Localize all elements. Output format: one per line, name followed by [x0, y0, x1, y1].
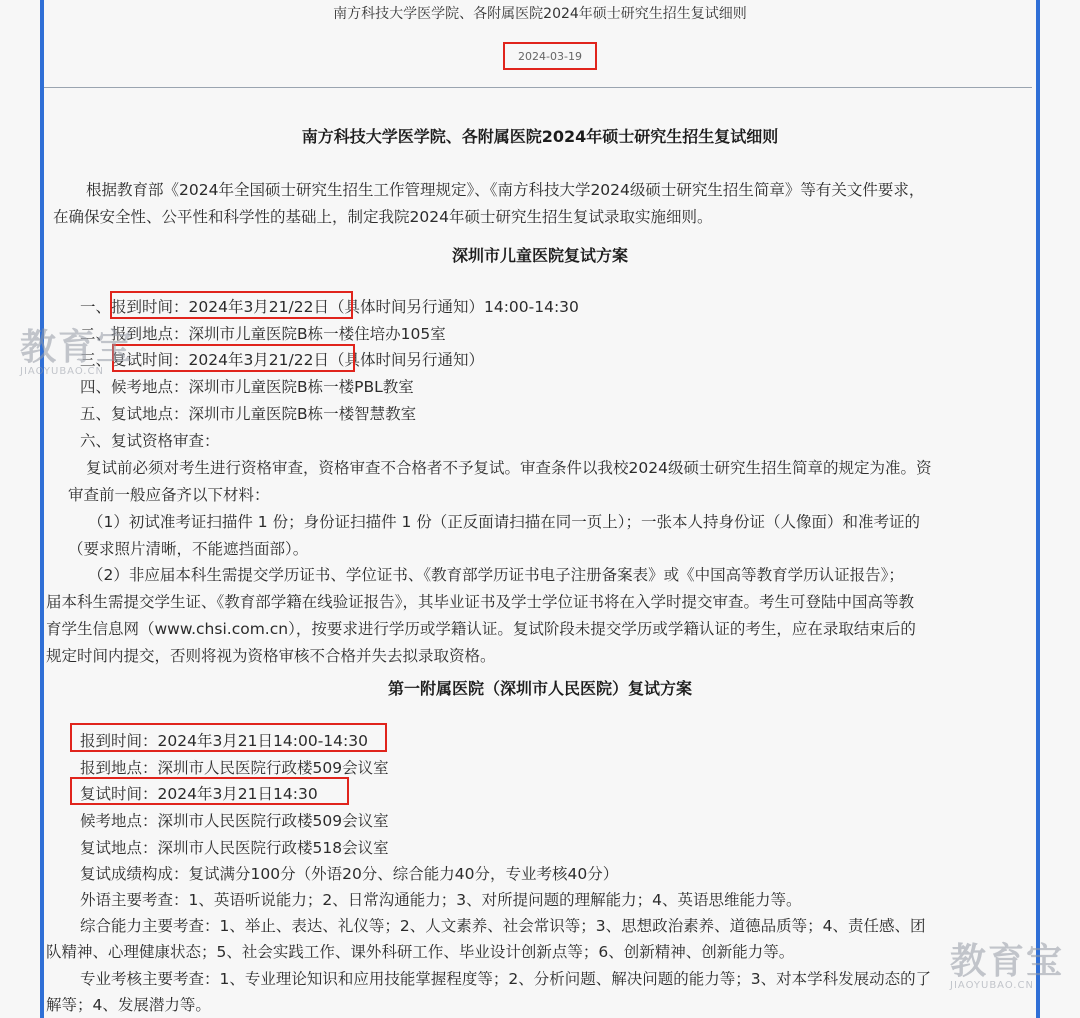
- page-right-border: [1036, 0, 1040, 1018]
- watermark-logo: 教育宝 JIAOYUBAO.CN: [20, 327, 135, 377]
- watermark-logo-bottom: 教育宝 JIAOYUBAO.CN: [950, 941, 1065, 991]
- sec2-item-6: 复试成绩构成：复试满分100分（外语20分、综合能力40分，专业考核40分）: [80, 865, 619, 883]
- sec1-para-4: （要求照片清晰，不能遮挡面部）。: [68, 540, 309, 558]
- section-heading-first-affiliated: 第一附属医院（深圳市人民医院）复试方案: [387, 679, 692, 698]
- highlight-report-time: [110, 291, 353, 319]
- sec2-item-5: 复试地点：深圳市人民医院行政楼518会议室: [80, 839, 389, 857]
- sec2-item-1: 报到时间：2024年3月21日14:00-14:30: [80, 732, 368, 750]
- publish-date: 2024-03-19: [503, 42, 597, 70]
- sec2-item-2: 报到地点：深圳市人民医院行政楼509会议室: [80, 759, 389, 777]
- highlight-exam-time-2: [70, 777, 349, 805]
- page-left-border: [40, 0, 44, 1018]
- sec1-para-6: 届本科生需提交学生证、《教育部学籍在线验证报告》，其毕业证书及学士学位证书将在入学时提交审查。考生可登陆中国高等教: [46, 593, 915, 611]
- sec1-item-4: 四、候考地点：深圳市儿童医院B栋一楼PBL教室: [80, 378, 414, 396]
- sec1-item-2: 二、报到地点：深圳市儿童医院B栋一楼住培办105室: [80, 325, 446, 343]
- sec1-para-8: 规定时间内提交，否则将视为资格审核不合格并失去拟录取资格。: [46, 647, 496, 665]
- header-divider: [44, 87, 1032, 88]
- sec1-item-5: 五、复试地点：深圳市儿童医院B栋一楼智慧教室: [80, 405, 417, 423]
- sec1-para-1: 复试前必须对考生进行资格审查，资格审查不合格者不予复试。审查条件以我校2024级硕士研究生招生简章的规定为准。资: [86, 459, 932, 477]
- sec2-item-11: 解等；4、发展潜力等。: [46, 996, 211, 1014]
- sec2-item-3: 复试时间：2024年3月21日14:30: [80, 785, 318, 803]
- intro-line-1: 根据教育部《2024年全国硕士研究生招生工作管理规定》、《南方科技大学2024级硕士研究生招生简章》等有关文件要求，: [86, 181, 925, 199]
- sec1-item-3: 三、复试时间：2024年3月21/22日（具体时间另行通知）: [80, 351, 484, 369]
- sec2-item-8: 综合能力主要考查：1、举止、表达、礼仪等；2、人文素养、社会常识等；3、思想政治素养、道德品质等；4、责任感、团: [80, 917, 926, 935]
- sec1-para-7: 育学生信息网（www.chsi.com.cn），按要求进行学历或学籍认证。复试阶段未提交学历或学籍认证的考生，应在录取结束后的: [46, 620, 916, 638]
- intro-line-2: 在确保安全性、公平性和科学性的基础上，制定我院2024年硕士研究生招生复试录取实施细则。: [53, 208, 713, 226]
- sec1-para-3: （1）初试准考证扫描件 1 份；身份证扫描件 1 份（正反面请扫描在同一页上）；一张本人持身份证（人像面）和准考证的: [88, 513, 921, 531]
- header-title: 南方科技大学医学院、各附属医院2024年硕士研究生招生复试细则: [333, 6, 747, 22]
- sec1-para-5: （2）非应届本科生需提交学历证书、学位证书、《教育部学历证书电子注册备案表》或《中国高等教育学历认证报告》；: [88, 566, 904, 584]
- sec2-item-9: 队精神、心理健康状态；5、社会实践工作、课外科研工作、毕业设计创新点等；6、创新精神、创新能力等。: [46, 943, 795, 961]
- sec2-item-4: 候考地点：深圳市人民医院行政楼509会议室: [80, 812, 389, 830]
- article-title: 南方科技大学医学院、各附属医院2024年硕士研究生招生复试细则: [301, 127, 779, 146]
- highlight-exam-time: [112, 344, 355, 372]
- sec1-para-2: 审查前一般应备齐以下材料：: [68, 486, 270, 504]
- sec2-item-10: 专业考核主要考查：1、专业理论知识和应用技能掌握程度等；2、分析问题、解决问题的能力等；3、对本学科发展动态的了: [80, 970, 932, 988]
- section-heading-children-hospital: 深圳市儿童医院复试方案: [451, 246, 628, 265]
- highlight-report-time-2: [70, 723, 387, 752]
- sec1-item-6: 六、复试资格审查：: [80, 432, 220, 450]
- sec2-item-7: 外语主要考查：1、英语听说能力；2、日常沟通能力；3、对所提问题的理解能力；4、英语思维能力等。: [80, 891, 802, 909]
- sec1-item-1: 一、报到时间：2024年3月21/22日（具体时间另行通知）14:00-14:30: [80, 298, 579, 316]
